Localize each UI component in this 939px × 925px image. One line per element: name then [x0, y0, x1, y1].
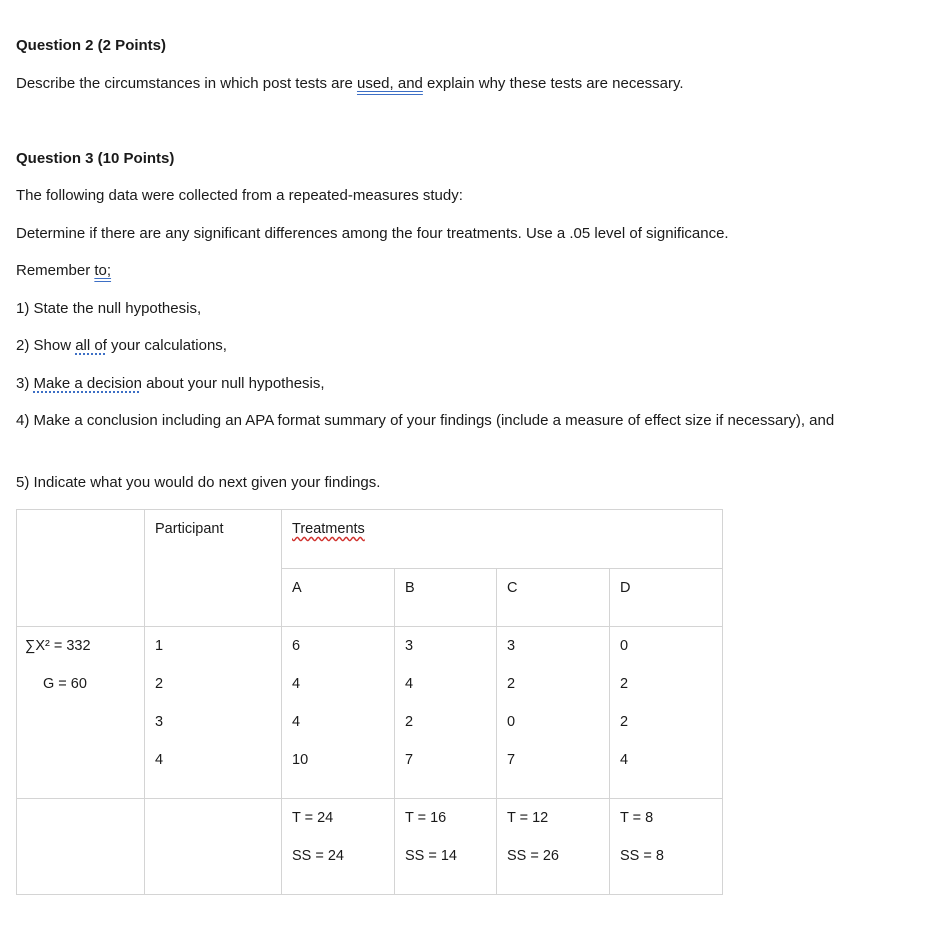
col-a-header-cell — [282, 569, 395, 627]
score-c-2: 2 — [507, 676, 516, 692]
score-d-1: 0 — [620, 638, 629, 654]
col-b-header-cell — [395, 569, 497, 627]
scores-d-cell — [610, 627, 723, 799]
empty-header-cell — [17, 510, 145, 627]
score-d-2: 2 — [620, 676, 629, 692]
instruction-item-2 — [16, 334, 227, 358]
question-3-heading: Question 3 (10 Points) — [16, 150, 175, 167]
col-d-header: D — [620, 580, 631, 596]
score-b-4: 7 — [405, 752, 414, 768]
item-2-start: 2) Show — [16, 337, 76, 354]
totals-c-cell — [497, 799, 610, 895]
question-3-intro: The following data were collected from a repeated-measures study: — [16, 187, 463, 204]
scores-row — [17, 627, 723, 799]
scores-c-cell — [497, 627, 610, 799]
score-a-2: 4 — [292, 676, 301, 692]
instruction-item-5: 5) Indicate what you would do next given your findings. — [16, 474, 381, 491]
totals-a-cell — [282, 799, 395, 895]
question-3-task: Determine if there are any significant differences among the four treatments. Use a .05 level of significance. — [16, 225, 729, 242]
participant-4: 4 — [155, 752, 164, 768]
empty-totals-cell — [145, 799, 282, 895]
ss-b: SS = 14 — [405, 848, 457, 864]
col-c-header: C — [507, 580, 518, 596]
data-table — [16, 509, 723, 895]
score-d-4: 4 — [620, 752, 629, 768]
treatments-header-cell — [282, 510, 723, 569]
col-c-header-cell — [497, 569, 610, 627]
totals-b-cell — [395, 799, 497, 895]
col-d-header-cell — [610, 569, 723, 627]
total-d: T = 8 — [620, 810, 654, 826]
item-3-end: about your null hypothesis, — [141, 375, 325, 392]
sum-x-squared: ∑X² = 332 — [25, 638, 91, 654]
participant-3: 3 — [155, 714, 164, 730]
participant-header-cell — [145, 510, 282, 627]
participants-cell — [145, 627, 282, 799]
score-a-1: 6 — [292, 638, 301, 654]
score-a-4: 10 — [292, 752, 309, 768]
score-d-3: 2 — [620, 714, 629, 730]
grammar-flagged-text[interactable]: all of — [75, 337, 107, 354]
instruction-item-1: 1) State the null hypothesis, — [16, 300, 202, 317]
summary-cell — [17, 627, 145, 799]
grammar-flagged-text[interactable]: used, and — [356, 75, 423, 92]
ss-d: SS = 8 — [620, 848, 664, 864]
question-2-text-end: explain why these tests are necessary. — [422, 75, 684, 92]
empty-totals-cell — [17, 799, 145, 895]
score-b-3: 2 — [405, 714, 414, 730]
total-a: T = 24 — [292, 810, 334, 826]
scores-b-cell — [395, 627, 497, 799]
spelling-flagged-treatments[interactable]: Treatments — [292, 521, 365, 537]
question-2-heading: Question 2 (2 Points) — [16, 37, 167, 54]
totals-d-cell — [610, 799, 723, 895]
question-2-text-start: Describe the circumstances in which post tests are — [16, 75, 357, 92]
col-a-header: A — [292, 580, 302, 596]
item-3-start: 3) — [16, 375, 34, 392]
participant-header: Participant — [155, 521, 224, 537]
question-2-text — [16, 72, 684, 96]
item-2-end: your calculations, — [106, 337, 227, 354]
remember-line — [16, 259, 111, 283]
score-c-4: 7 — [507, 752, 516, 768]
scores-a-cell — [282, 627, 395, 799]
ss-a: SS = 24 — [292, 848, 344, 864]
grammar-flagged-text[interactable]: to; — [94, 262, 112, 279]
header-row — [17, 510, 723, 569]
participant-1: 1 — [155, 638, 164, 654]
totals-row — [17, 799, 723, 895]
score-c-1: 3 — [507, 638, 516, 654]
instruction-item-4: 4) Make a conclusion including an APA format summary of your findings (include a measure of effect size if necessary), and — [16, 412, 835, 429]
remember-text: Remember — [16, 262, 95, 279]
score-a-3: 4 — [292, 714, 301, 730]
score-b-2: 4 — [405, 676, 414, 692]
participant-2: 2 — [155, 676, 164, 692]
ss-c: SS = 26 — [507, 848, 559, 864]
total-c: T = 12 — [507, 810, 549, 826]
score-b-1: 3 — [405, 638, 414, 654]
total-b: T = 16 — [405, 810, 447, 826]
score-c-3: 0 — [507, 714, 516, 730]
grand-total: G = 60 — [43, 676, 87, 692]
instruction-item-3 — [16, 372, 325, 396]
grammar-flagged-text[interactable]: Make a decision — [33, 375, 142, 392]
col-b-header: B — [405, 580, 415, 596]
